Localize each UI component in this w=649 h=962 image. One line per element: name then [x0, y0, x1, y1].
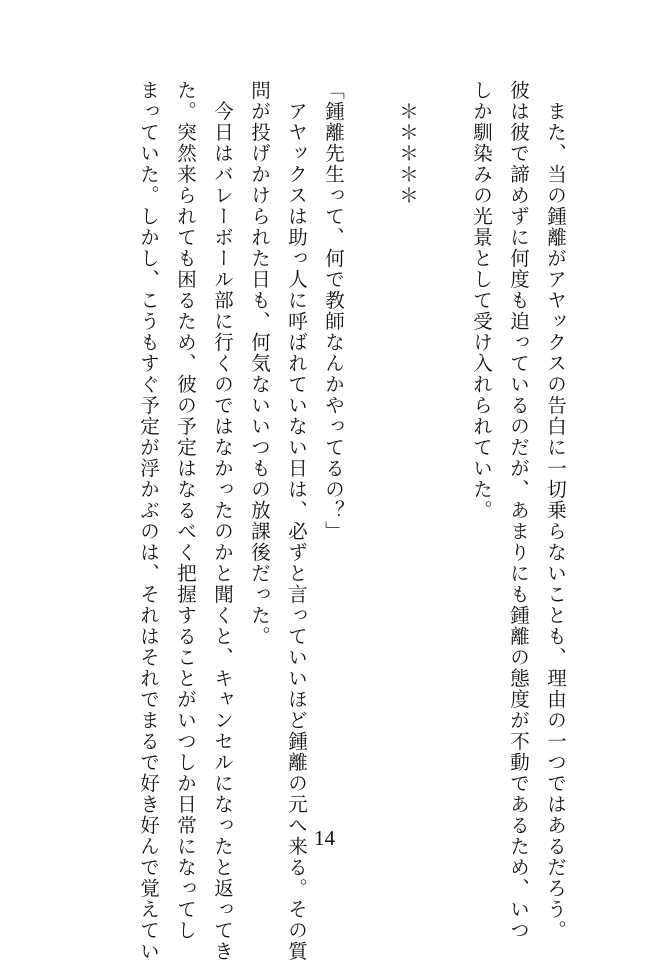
blank-line [352, 80, 389, 81]
text-line-10: 今日はバレーボール部に行くのではなかったのかと聞くと、キャンセルになったと返ってき [211, 80, 234, 962]
text-line-1: また、当の鍾離がアヤックスの告白に一切乗らないことも、理由の一つではあるだろう。 [544, 80, 567, 941]
text-line-7: 「鍾離先生って、何で教師なんかやってるの？」 [322, 80, 345, 542]
text-line-11: た。突然来られても困るため、彼の予定はなるべく把握することがいつしか日常になってし [174, 80, 197, 941]
text-line-2: 彼は彼で諦めずに何度も迫っているのだが、あまりにも鍾離の態度が不動であるため、いつ [507, 80, 530, 941]
text-line-3: しか馴染みの光景として受け入れられていた。 [470, 80, 493, 521]
text-line-9: 問が投げかけられた日も、何気ないいつもの放課後だった。 [248, 80, 271, 647]
text-line-12: まっていた。しかし、こうもすぐ予定が浮かぶのは、それはそれでまるで好き好んで覚えてい [137, 80, 160, 962]
page-number: 14 [314, 826, 335, 850]
blank-line [426, 80, 463, 81]
text-line-8: アヤックスは助っ人に呼ばれていない日は、必ずと言っていいほど鍾離の元へ来る。その質 [285, 80, 308, 962]
scene-break: ＊＊＊＊＊ [396, 80, 419, 206]
